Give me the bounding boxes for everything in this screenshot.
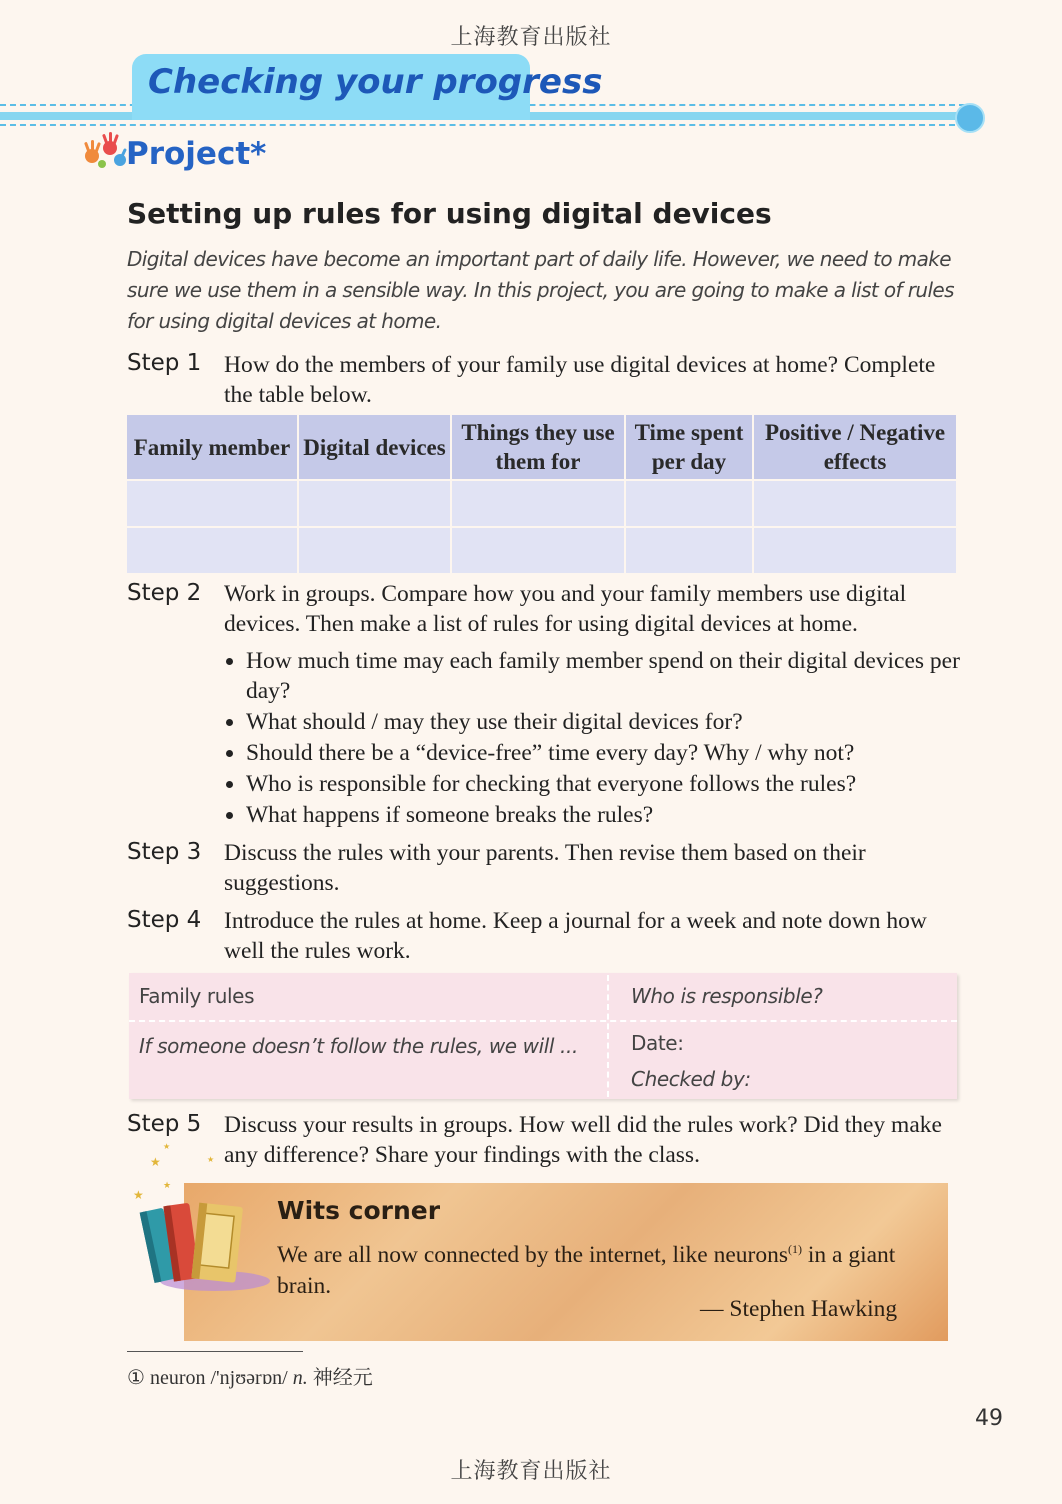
star-icon: ★ [163,1180,172,1190]
col-header-digital-devices: Digital devices [298,415,451,480]
list-item: • What happens if someone breaks the rules? [246,800,986,830]
journal-divider-horizontal [129,1020,957,1022]
list-item: • Who is responsible for checking that everyone follows the rules? [246,769,986,799]
table-cell[interactable] [625,480,753,527]
journal-if-someone: If someone doesn’t follow the rules, we will ... [139,1034,578,1058]
step5-label: Step 5 [127,1111,202,1137]
table-row [127,480,956,527]
publisher-footer: 上海教育出版社 [450,1459,612,1484]
footnote [127,1361,373,1390]
col-header-effects: Positive / Negative effects [753,415,956,480]
star-icon: ★ [133,1188,144,1202]
journal-who-responsible: Who is responsible? [631,984,823,1008]
footnote-word: neuron [149,1367,206,1389]
journal-divider-vertical [607,975,609,1097]
step5-text: Discuss your results in groups. How well did the rules work? Did they make any difference? Share your findings with the class. [224,1112,942,1168]
step4-label: Step 4 [127,907,202,933]
journal-date: Date: [631,1031,684,1055]
step2-label: Step 2 [127,580,202,606]
footnote-ref: (1) [788,1242,802,1256]
col-header-time-spent: Time spent per day [625,415,753,480]
col-header-things-used-for: Things they use them for [451,415,625,480]
footnote-marker: ① [127,1367,145,1389]
star-icon: ★ [163,1142,171,1151]
publisher-header: 上海教育出版社 [450,25,612,50]
step4-text: Introduce the rules at home. Keep a journal for a week and note down how well the rules work. [224,908,927,964]
footnote-phonetic: /'njʊərɒn/ [210,1367,288,1389]
usage-table [127,415,956,573]
list-item: • What should / may they use their digital devices for? [246,707,986,737]
journal-family-rules: Family rules [139,984,255,1008]
quote-text-end: in a giant brain. [277,1241,896,1299]
table-cell[interactable] [298,527,451,573]
header-dash-bottom [0,124,975,128]
table-cell[interactable] [451,527,625,573]
footnote-meaning: 神经元 [312,1365,373,1389]
page-number: 49 [975,1406,1003,1431]
list-item: • How much time may each family member spend on their digital devices per day? [246,646,986,706]
star-icon: ★ [207,1155,215,1164]
step2-bullet-list [224,646,986,831]
header-dot [955,103,985,133]
step3-label: Step 3 [127,839,202,865]
wits-corner-quote [277,1234,917,1302]
table-cell[interactable] [127,480,298,527]
table-cell[interactable] [625,527,753,573]
step2-text: Work in groups. Compare how you and your family members use digital devices. Then make a list of rules for using digital devices at home. [224,581,907,637]
table-cell[interactable] [753,480,956,527]
project-title: Setting up rules for using digital devices [127,197,772,230]
hands-icon [80,126,130,172]
table-cell[interactable] [298,480,451,527]
col-header-family-member: Family member [127,415,298,480]
journal-checked-by: Checked by: [631,1067,751,1091]
section-tab-title: Checking your progress [148,62,603,102]
table-cell[interactable] [127,527,298,573]
wits-corner-title: Wits corner [277,1196,441,1225]
table-row [127,527,956,573]
step3-text: Discuss the rules with your parents. Then revise them based on their suggestions. [224,840,866,896]
table-cell[interactable] [451,480,625,527]
books-icon [135,1185,275,1295]
step1-label: Step 1 [127,350,202,376]
step1-text: How do the members of your family use digital devices at home? Complete the table below. [224,352,936,408]
quote-text: We are all now connected by the internet, like neurons [277,1241,788,1268]
table-cell[interactable] [753,527,956,573]
list-item: • Should there be a “device-free” time every day? Why / why not? [246,738,986,768]
footnote-rule [127,1351,303,1352]
wits-corner-author: — Stephen Hawking [700,1296,898,1322]
project-intro: Digital devices have become an important part of daily life. However, we need to make sure we use them in a sensible way. In this project, you are going to make a list of rules for using digital devices at home. [127,247,954,333]
star-icon: ★ [150,1155,161,1169]
footnote-pos: n. [292,1367,308,1389]
project-label: Project* [126,136,267,172]
